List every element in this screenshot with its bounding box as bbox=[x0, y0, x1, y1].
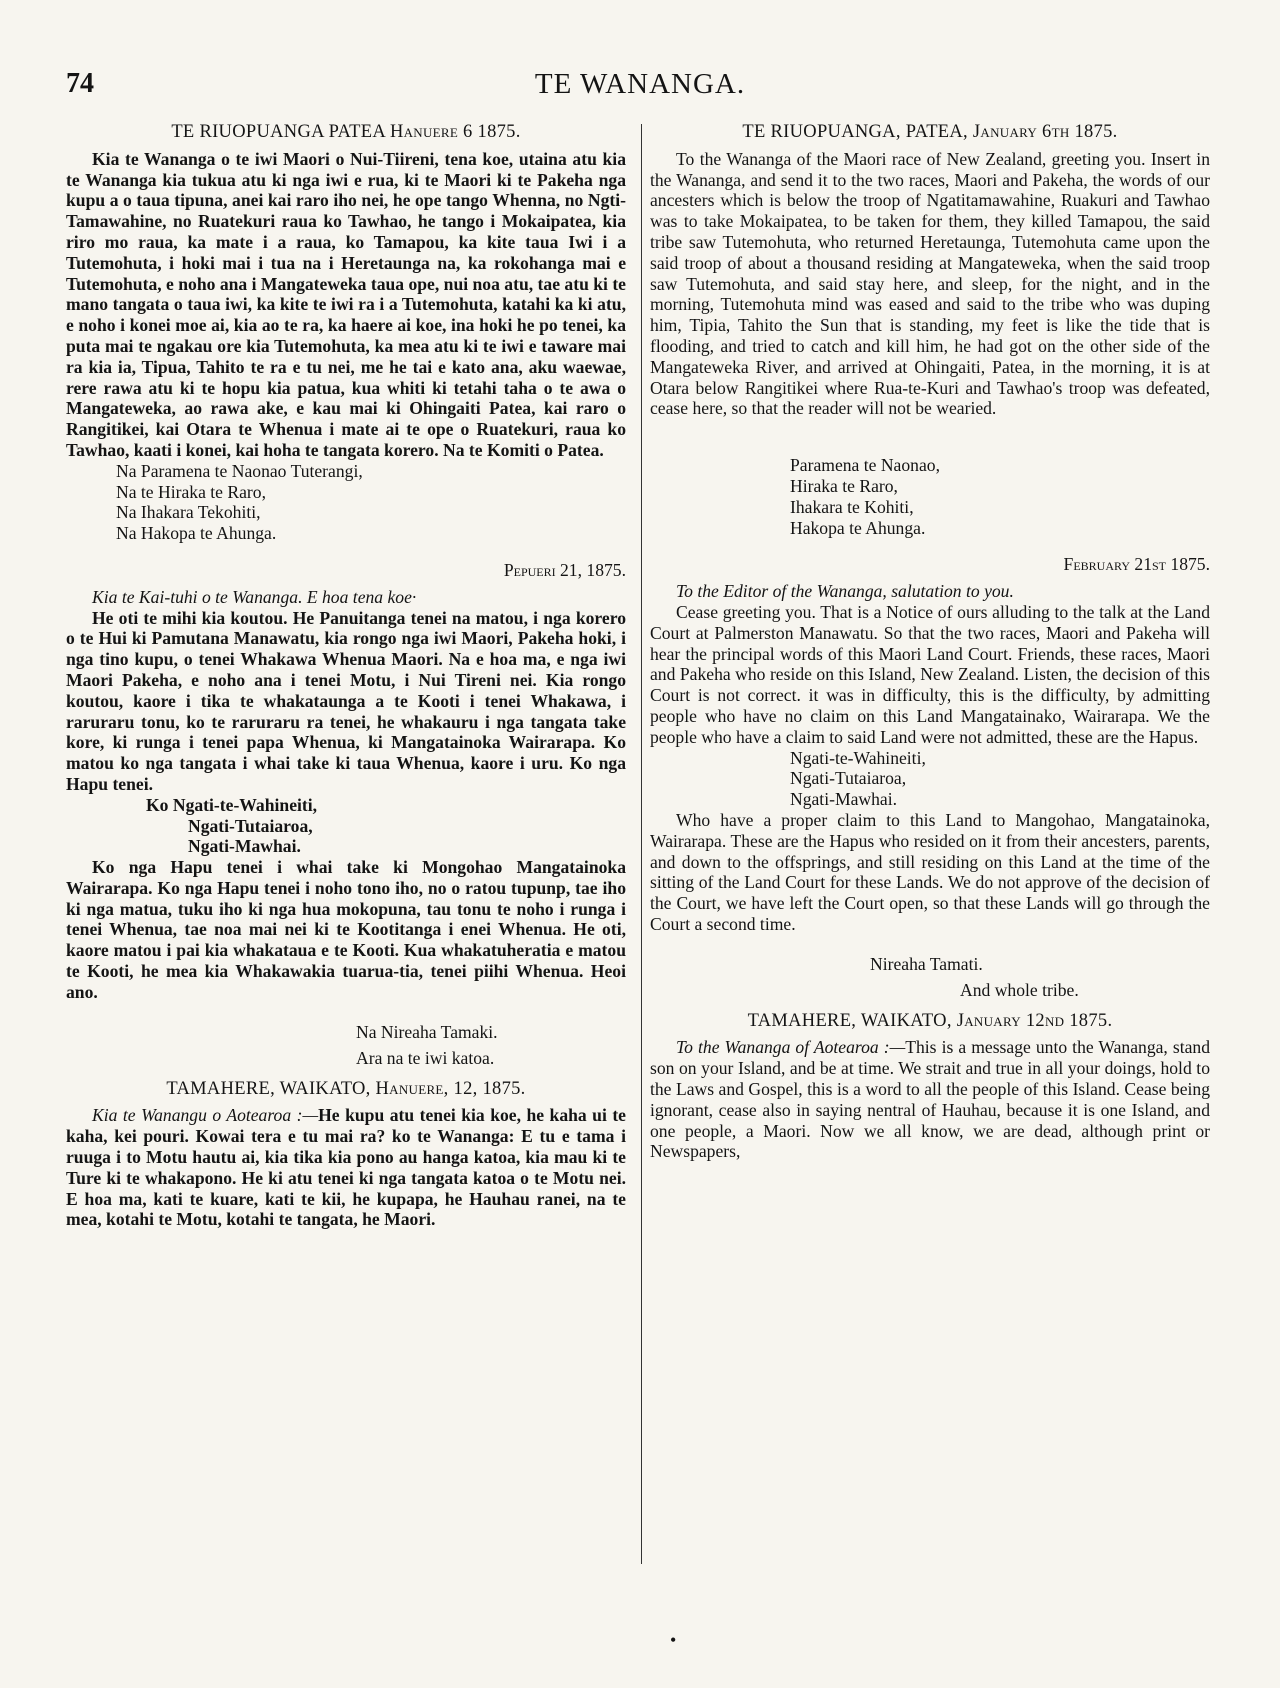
letter-place: TE RIUOPUANGA, PATEA, bbox=[742, 122, 968, 142]
letter-date: Hanuere, 12, 1875. bbox=[375, 1078, 526, 1099]
hapu-item: Ngati-Mawhai. bbox=[188, 836, 301, 857]
signatory: Na te Hiraka te Raro, bbox=[116, 481, 266, 502]
letter-date: January 6th 1875. bbox=[972, 122, 1118, 142]
letter-heading bbox=[66, 122, 626, 143]
letter-date: Hanuere 6 1875. bbox=[389, 122, 521, 142]
hapu-item: Ngati-Mawhai. bbox=[790, 789, 897, 810]
salutation: To the Editor of the Wananga, salutation to you. bbox=[676, 581, 1014, 602]
english-column bbox=[650, 122, 1210, 1162]
signatory: And whole tribe. bbox=[960, 979, 1079, 1000]
letter-body: This is a message unto the Wananga, stand son on your Island, and be at time. We strait and true in all your doings, hold to the Laws and Gospel, this is a word to all the people of this Island. Cease being ignorant, cease also in saying nentral of Hauhau, because it is one Island, and one people, a Maori. Now we all know, we are dead, although print or Newspapers, bbox=[650, 1037, 1211, 1162]
salutation: Kia te Kai-tuhi o te Wananga. E hoa tena koe· bbox=[92, 586, 417, 607]
signatory: Paramena te Naonao, bbox=[790, 455, 940, 476]
letter-date: Pepueri 21, 1875. bbox=[503, 559, 626, 580]
hapu-item: Ngati-Tutaiaroa, bbox=[188, 815, 313, 836]
hapu-item: Ngati-Tutaiaroa, bbox=[790, 768, 907, 789]
letter-body: Ko nga Hapu tenei i whai take ki Mongohao Mangatainoka Wairarapa. Ko nga Hapu tenei i noho tono iho, no o ratou tupunp, tae iho ki nga matua, tuku iho ki nga hua mokopuna, tau tonu te noho i runga i tenei Whenua, tae noa mai nei ki te Kootitanga i enei Whenua. He oti, kaore matou i pai kia whakataua e te Kooti. Kua whakatuheratia e matou te Kooti, he mea kia Whakawakia tuarua-tia, tenei piihi Whenua. Heoi ano. bbox=[66, 857, 626, 1002]
signatory: Hakopa te Ahunga. bbox=[790, 517, 926, 538]
print-mark: • bbox=[670, 1630, 677, 1650]
page-header bbox=[0, 68, 1280, 108]
letter-heading bbox=[650, 122, 1210, 143]
column-divider bbox=[641, 124, 642, 1564]
hapu-list bbox=[66, 795, 626, 857]
letter-place: TAMAHERE, WAIKATO, bbox=[747, 1010, 952, 1031]
letter-place: TAMAHERE, WAIKATO, bbox=[166, 1078, 371, 1099]
signatories bbox=[116, 461, 626, 544]
salutation: Kia te Wanangu o Aotearoa :— bbox=[92, 1105, 319, 1126]
letter-place: TE RIUOPUANGA PATEA bbox=[171, 122, 386, 142]
letter-body: To the Wananga of the Maori race of New Zealand, greeting you. Insert in the Wananga, and send it to the two races, Maori and Pakeha, the words of our ancesters which is below the troop of Ngatitamawahine, Ruakuri and Tawhao was to take Mokaipatea, to be taken for them, they killed Tamapou, the said tribe saw Tutemohuta, who returned Heretaunga, Tutemohuta came upon the said troop of about a thousand residing at Mangateweka, when the said troop saw Tutemohuta, and said stay here, and sleep, for the night, and in the morning, Tutemohuta mind was eased and said to the tribe who was duping him, Tipia, Tahito the Sun that is standing, my feet is like the tide that is flooding, and tried to catch and kill him, he had got on the other side of the Mangateweka River, and arrived at Ohingaiti, Patea, in the morning, it is at Otara below Rangitikei where Rua-te-Kuri and Tawhao's troop was defeated, cease here, so that the reader will not be wearied. bbox=[650, 148, 1210, 419]
letter-body: Kia te Wananga o te iwi Maori o Nui-Tiireni, tena koe, utaina atu kia te Wananga kia tukua atu ki nga iwi e rua, ki te Maori ki te Pakeha nga kupu a o taua tipuna, anei kai raro iho nei, he ope tango Whenna, no Ngti-Tamawahine, no Ruatekuri raua ko Tawhao, he tango i Mokaipatea, kia riro mo raua, ka mate i a raua, ko Tamapou, ka kite taua Iwi i a Tutemohuta, i hoki mai i tua na i Heretaunga na, ka rokohanga mai e Tutemohuta, e noho ana i Mangateweka taua ope, nui noa atu, tae atu ki te mano tangata o taua iwi, ka kite te iwi ra i a Tutemohuta, katahi ka ki atu, e noho i konei moe ai, kia ao te ra, ka haere ai koe, ina hoki he po tenei, ka puta mai te ngakau ore kia Tutemohuta, ka mea atu ki te iwi e taware mai ra kia ia, Tipua, Tahito te ra e tu nei, me he tai e kato ana, aku waewae, rere rawa atu ki te hopu kia patua, kua whiti ki tetahi taha o te awa o Mangateweka, ao rawa ake, e kau mai ki Ohingaiti Patea, kai raro o Rangitikei, kai Otara te Whenua i mate ai te ope o Ruatekuri, raua ko Tawhao, kaati i konei, kai hoha te tangata korero. Na te Komiti o Patea. bbox=[66, 148, 626, 460]
letter-body: He oti te mihi kia koutou. He Panuitanga tenei na matou, i nga korero o te Hui ki Pamutana Manawatu, kia rongo nga iwi Maori, Pakeha hoki, i nga tino kupu, o tenei Whakawa Whenua Maori. Na e hoa ma, e nga iwi Maori Pakeha, e noho ana i tenei Motu, i Nui Tireni nei. Kia rongo koutou, kaore i tika te whakataunga a te Kooti i tenei Whakawa, i raruraru tonu, ko te raruraru ra tenei, he whakauru i nga tangata take kore, ki runga i tenei papa Whenua, ki Mangatainoka Wairarapa. Ko matou ko nga tangata i whai take ki taua Whenua, kaore i uru. Ko nga Hapu tenei. bbox=[66, 607, 626, 794]
maori-column bbox=[66, 122, 626, 1230]
letter-body: Cease greeting you. That is a Notice of ours alluding to the talk at the Land Court at Palmerston Manawatu. So that the two races, Maori and Pakeha will hear the principal words of this Maori Land Court. Friends, these races, Maori and Pakeha who reside on this Island, New Zealand. Listen, the decision of this Court is not correct. it was in difficulty, this is the difficulty, by admitting people who have no claim on this Land Mangatainako, Wairarapa. We the people who have a claim to said Land were not admitted, these are the Hapus. bbox=[650, 601, 1210, 747]
hapu-list bbox=[650, 748, 1210, 810]
newspaper-title: TE WANANGA. bbox=[534, 68, 746, 100]
hapu-item: Ngati-te-Wahineiti, bbox=[790, 747, 926, 768]
signatory: Hiraka te Raro, bbox=[790, 475, 898, 496]
salutation: To the Wananga of Aotearoa :— bbox=[676, 1037, 906, 1058]
letter-heading bbox=[66, 1079, 626, 1100]
signatory: Na Ihakara Tekohiti, bbox=[116, 502, 261, 523]
signatory: Ara na te iwi katoa. bbox=[356, 1047, 495, 1068]
signatory: Na Hakopa te Ahunga. bbox=[116, 523, 277, 544]
letter-date: February 21st 1875. bbox=[1063, 554, 1210, 575]
letter-date: January 12nd 1875. bbox=[956, 1010, 1113, 1031]
page-number: 74 bbox=[66, 68, 94, 99]
signatory: Na Paramena te Naonao Tuterangi, bbox=[116, 460, 363, 481]
letter-body: He kupu atu tenei kia koe, he kaha ui te kaha, kei pouri. Kowai tera e tu mai ra? ko te Wananga: E tu e tama i ruuga i to Motu hautu ai, kia tika kia pono au hanga katoa, kia mau ki te Ture ki te whakapono. He ki atu tenei ki nga tangata katoa o te Motu nei. E hoa ma, kati te kuare, kati te kii, he kupapa, he Hauhau ranei, na te mea, kotahi te Motu, kotahi te tangata, he Maori. bbox=[66, 1105, 626, 1230]
signatory: Nireaha Tamati. bbox=[870, 953, 983, 974]
hapu-item: Ko Ngati-te-Wahineiti, bbox=[146, 794, 318, 815]
signatory: Na Nireaha Tamaki. bbox=[356, 1021, 498, 1042]
letter-body: Who have a proper claim to this Land to Mangohao, Mangatainoka, Wairarapa. These are the Hapus who resided on it from their ancesters, parents, and down to the offsprings, and still residing on this Land at the time of the sitting of the Land Court for these Lands. We do not approve of the decision of the Court, we have left the Court open, so that these Lands will go through the Court a second time. bbox=[650, 809, 1210, 934]
signatories bbox=[790, 455, 1210, 538]
signatory: Ihakara te Kohiti, bbox=[790, 496, 914, 517]
letter-heading bbox=[650, 1011, 1210, 1032]
